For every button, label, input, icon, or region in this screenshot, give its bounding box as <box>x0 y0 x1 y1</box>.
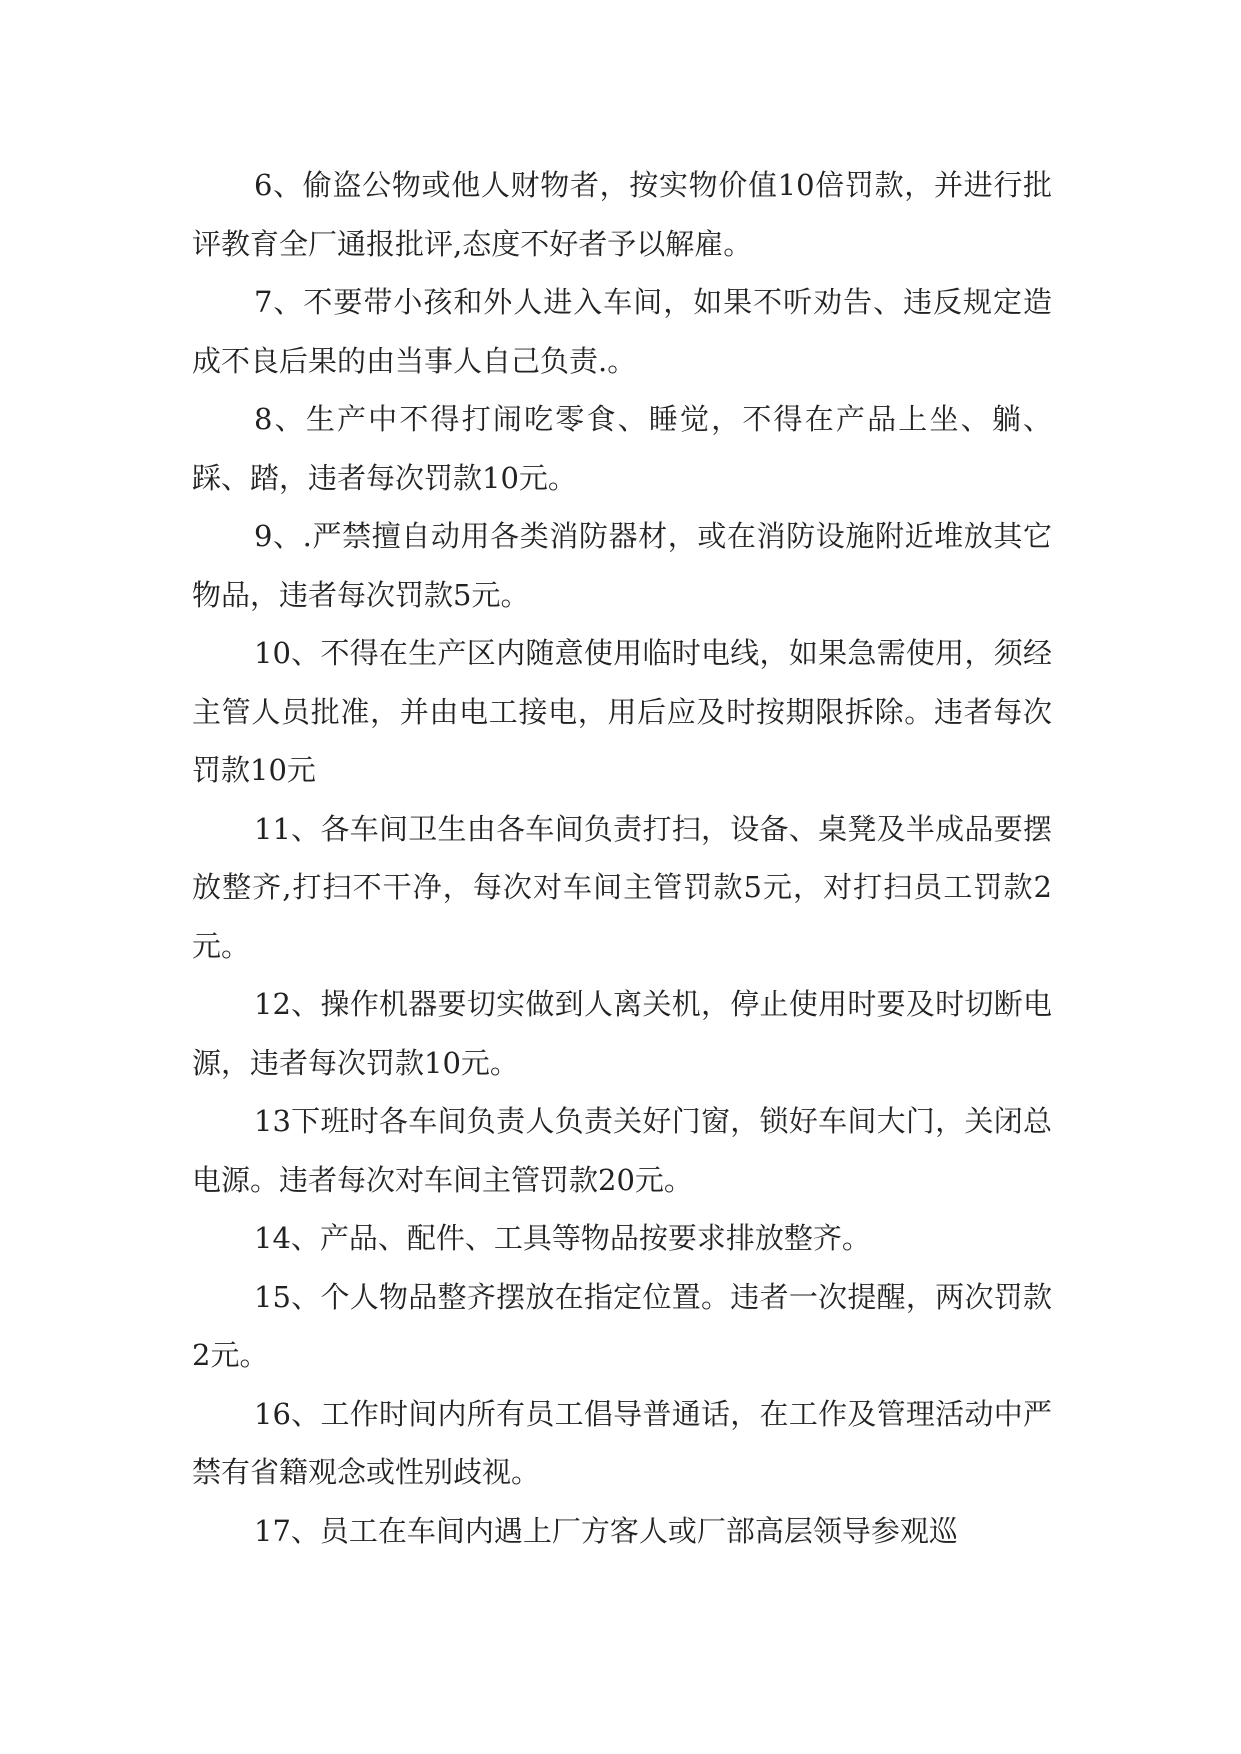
paragraph-rule-15: 15、个人物品整齐摆放在指定位置。违者一次提醒，两次罚款2元。 <box>192 1279 1052 1372</box>
paragraph-rule-17: 17、员工在车间内遇上厂方客人或厂部高层领导参观巡 <box>254 1513 958 1548</box>
paragraph-rule-10: 10、不得在生产区内随意使用临时电线，如果急需使用，须经主管人员批准，并由电工接电，用后应及时按期限拆除。违者每次罚款10元 <box>192 636 1052 787</box>
paragraph-rule-8: 8、生产中不得打闹吃零食、睡觉，不得在产品上坐、躺、踩、踏，违者每次罚款10元。 <box>192 402 1052 495</box>
paragraph-rule-11: 11、各车间卫生由各车间负责打扫，设备、桌凳及半成品要摆放整齐,打扫不干净，每次对车间主管罚款5元，对打扫员工罚款2元。 <box>192 811 1052 963</box>
paragraph-rule-16: 16、工作时间内所有员工倡导普通话，在工作及管理活动中严禁有省籍观念或性别歧视。 <box>192 1396 1052 1489</box>
document-body <box>192 156 1052 1560</box>
paragraph-rule-7: 7、不要带小孩和外人进入车间，如果不听劝告、违反规定造成不良后果的由当事人自己负责.。 <box>192 285 1052 378</box>
paragraph-rule-14: 14、产品、配件、工具等物品按要求排放整齐。 <box>254 1221 871 1255</box>
paragraph-rule-9: 9、.严禁擅自动用各类消防器材，或在消防设施附近堆放其它物品，违者每次罚款5元。 <box>192 519 1052 612</box>
paragraph-rule-12: 12、操作机器要切实做到人离关机，停止使用时要及时切断电源，违者每次罚款10元。 <box>192 987 1052 1080</box>
paragraph-rule-6: 6、偷盗公物或他人财物者，按实物价值10倍罚款，并进行批评教育全厂通报批评,态度不好者予以解雇。 <box>192 168 1052 261</box>
paragraph-rule-13: 13下班时各车间负责人负责关好门窗，锁好车间大门，关闭总电源。违者每次对车间主管罚款20元。 <box>192 1104 1052 1197</box>
